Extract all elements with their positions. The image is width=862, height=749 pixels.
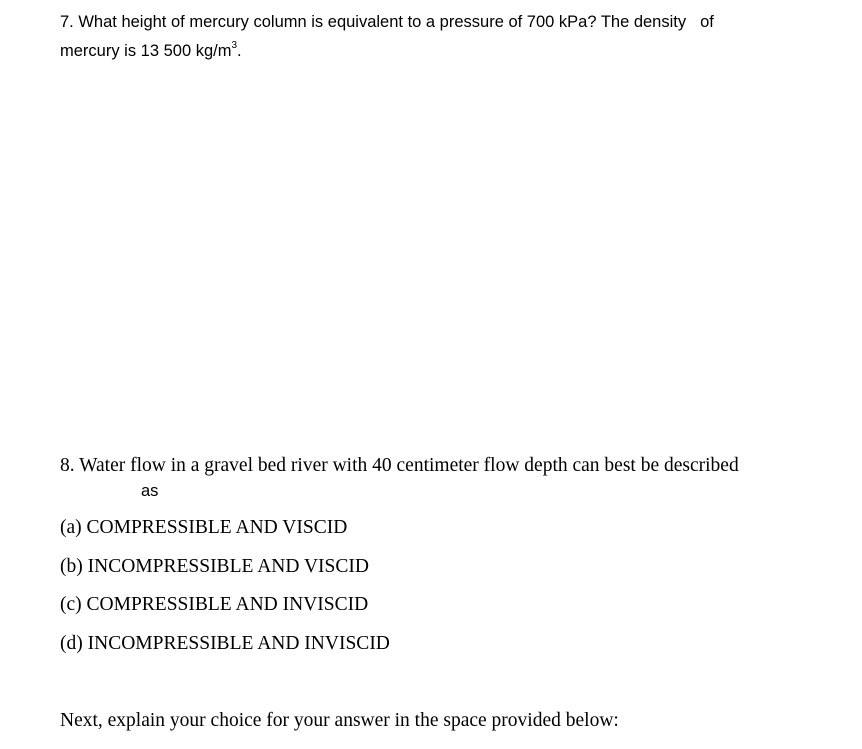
option-b: (b) INCOMPRESSIBLE AND VISCID bbox=[60, 556, 369, 577]
question-7-text-line-1 bbox=[60, 13, 714, 32]
question-7-text: 7. What height of mercury column is equivalent to a pressure of 700 kPa? The density bbox=[60, 13, 687, 31]
option-c: (c) COMPRESSIBLE AND INVISCID bbox=[60, 594, 369, 615]
option-a: (a) COMPRESSIBLE AND VISCID bbox=[60, 517, 348, 538]
question-7-text-line-2 bbox=[60, 42, 242, 61]
question-7-density-text: mercury is 13 500 kg/m bbox=[60, 42, 232, 60]
superscript-3: 3 bbox=[231, 40, 238, 51]
question-8-text-line-1: 8. Water flow in a gravel bed river with 40 centimeter flow depth can best be described bbox=[60, 455, 739, 476]
question-8-text-line-2: as bbox=[141, 482, 159, 500]
question-7-text-end: of bbox=[700, 13, 714, 31]
instruction-text: Next, explain your choice for your answer in the space provided below: bbox=[60, 710, 619, 731]
question-7-period: . bbox=[237, 42, 242, 60]
option-d: (d) INCOMPRESSIBLE AND INVISCID bbox=[60, 633, 390, 654]
